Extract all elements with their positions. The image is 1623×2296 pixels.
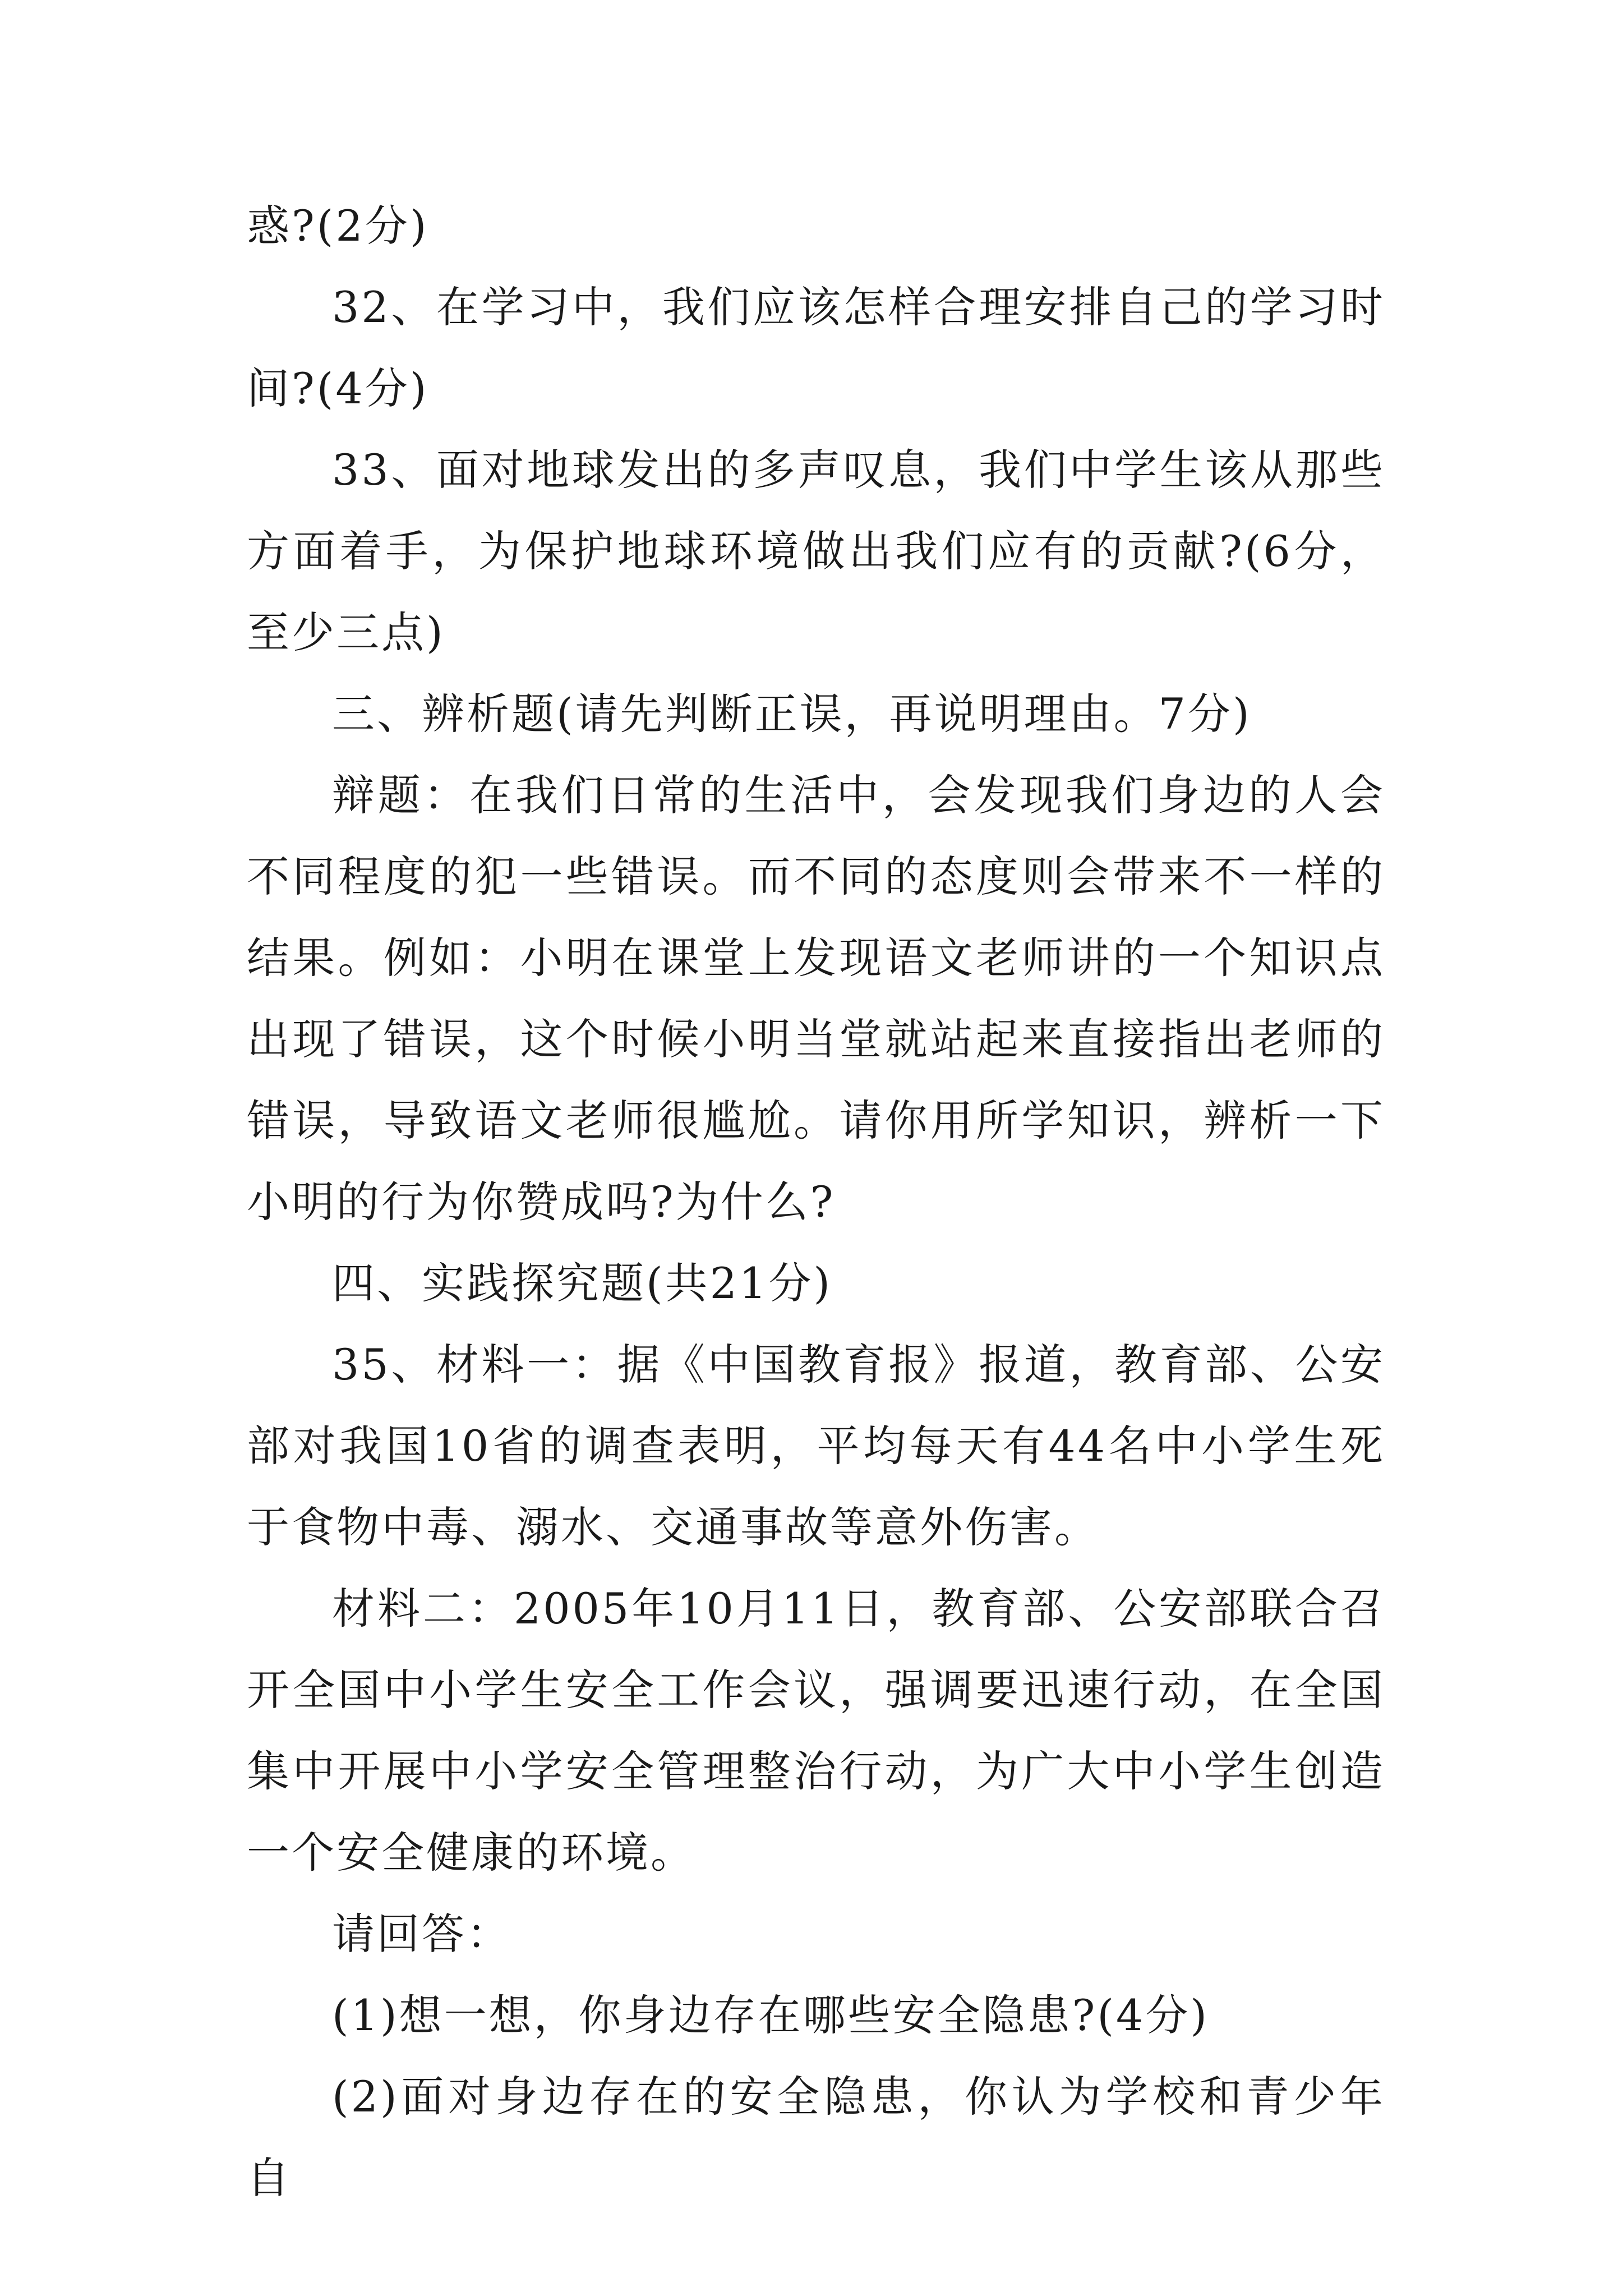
section-heading-analysis: 三、辨析题(请先判断正误，再说明理由。7分) [332,689,1252,739]
question-35-material-2: 材料二：2005年10月11日，教育部、公安部联合召开全国中小学生安全工作会议，强调要迅速行动，在全国集中开展中小学安全管理整治行动，为广大中小学生创造一个安全健康的环境。 [247,1584,1385,1878]
sub-question-1: (1)想一想，你身边存在哪些安全隐患?(4分) [332,1990,1210,2040]
section-heading-practice: 四、实践探究题(共21分) [332,1258,833,1308]
question-32: 32、在学习中，我们应该怎样合理安排自己的学习时间?(4分) [247,282,1385,413]
answer-prompt: 请回答： [332,1909,511,1959]
debate-topic: 辩题：在我们日常的生活中，会发现我们身边的人会不同程度的犯一些错误。而不同的态度则会带来不一样的结果。例如：小明在课堂上发现语文老师讲的一个知识点出现了错误，这个时候小明当堂就站起来直接指出老师的错误，导致语文老师很尴尬。请你用所学知识，辨析一下小明的行为你赞成吗?为什么? [247,770,1385,1227]
sub-question-2: (2)面对身边存在的安全隐患，你认为学校和青少年自 [247,2072,1385,2203]
question-33: 33、面对地球发出的多声叹息，我们中学生该从那些方面着手，为保护地球环境做出我们应有的贡献?(6分，至少三点) [247,445,1385,657]
document-body [247,185,1385,2219]
paragraph-continuation: 惑?(2分) [247,201,429,251]
question-35-material-1: 35、材料一：据《中国教育报》报道，教育部、公安部对我国10省的调查表明，平均每天有44名中小学生死于食物中毒、溺水、交通事故等意外伤害。 [247,1340,1385,1552]
